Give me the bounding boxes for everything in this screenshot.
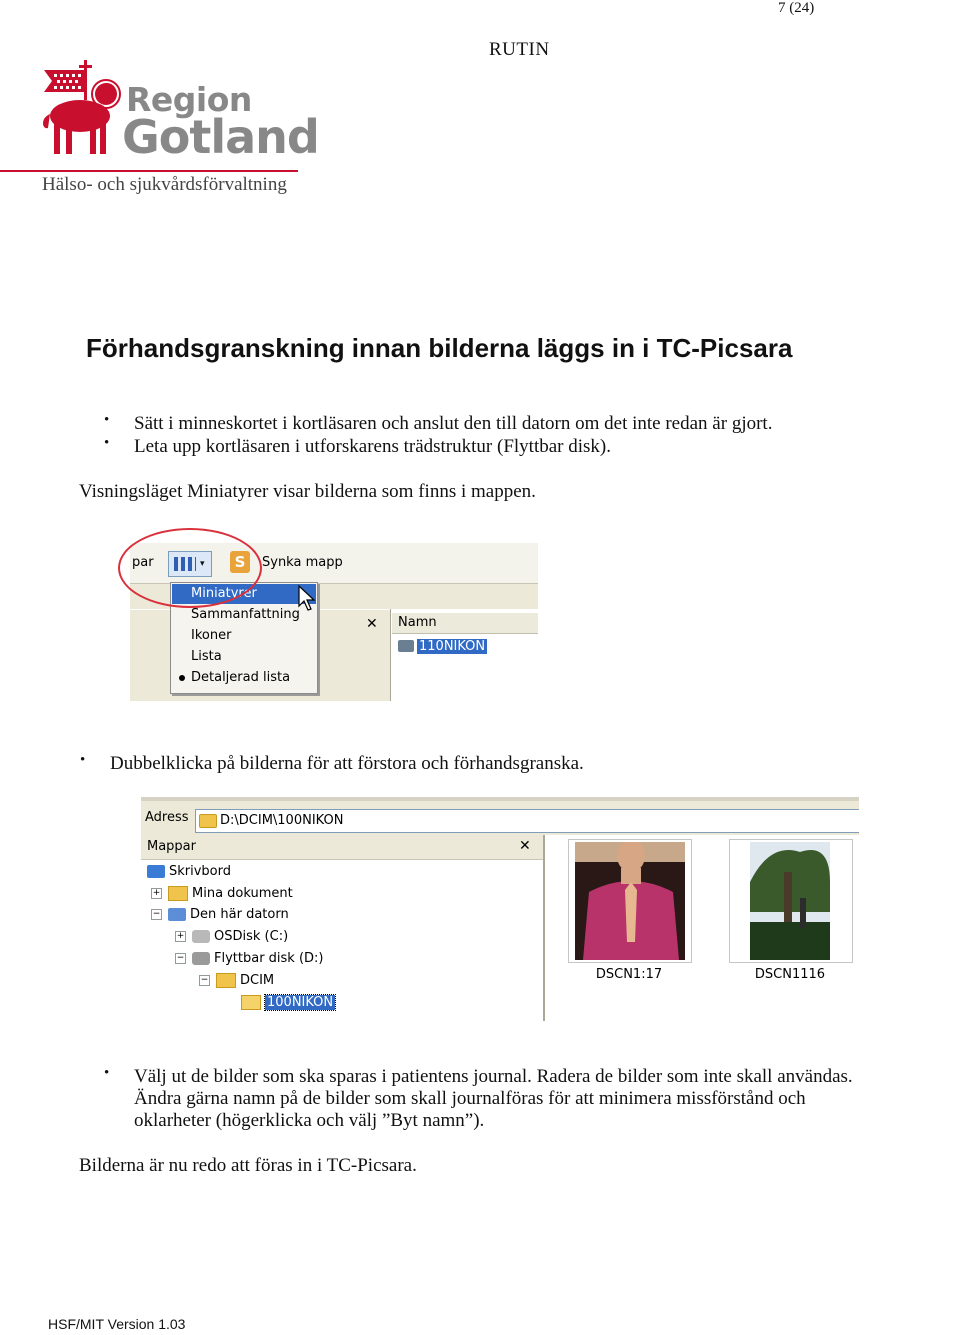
bullet-marker: • — [80, 752, 86, 768]
open-folder-icon — [241, 995, 261, 1010]
tree-item-flyttbar-disk[interactable] — [175, 949, 324, 969]
address-bar — [141, 797, 859, 835]
folder-item[interactable] — [398, 637, 487, 655]
folders-label: Mappar — [147, 839, 196, 854]
thumbnail-caption: DSCN1116 — [754, 967, 826, 982]
sync-icon: S — [230, 551, 250, 573]
tree-item-osdisk[interactable] — [175, 927, 288, 947]
expand-icon[interactable]: + — [176, 931, 185, 941]
tree-item-label: 100NIKON — [267, 995, 334, 1010]
header-divider — [0, 170, 298, 172]
folder-icon — [199, 814, 217, 828]
tree-item-label: Mina dokument — [192, 886, 293, 901]
bullet-marker: • — [104, 1065, 110, 1081]
thumbnail-dscn1116[interactable] — [729, 839, 853, 963]
list-item: Sätt i minneskortet i kortläsaren och anslut den till datorn om det inte redan är gjort. — [134, 413, 773, 434]
menu-item-sammanfattning[interactable]: Sammanfattning — [191, 607, 300, 622]
column-header[interactable] — [392, 613, 538, 634]
folders-pane-header — [141, 835, 543, 860]
folders-pane — [141, 835, 545, 1021]
chevron-down-icon: ▾ — [200, 558, 205, 568]
desktop-icon — [147, 865, 165, 878]
list-item-line: Välj ut de bilder som ska sparas i patientens journal. Radera de bilder som inte skall användas. — [134, 1066, 853, 1087]
collapse-icon[interactable]: − — [152, 909, 161, 919]
tree-item-dcim[interactable] — [199, 971, 274, 991]
menu-item-lista[interactable]: Lista — [191, 649, 222, 664]
explorer-thumbnails-screenshot — [141, 797, 859, 1021]
tree-item-label: Den här datorn — [190, 907, 289, 922]
list-item: Leta upp kortläsaren i utforskarens trädstruktur (Flyttbar disk). — [134, 436, 611, 457]
photo-person-icon — [575, 842, 685, 960]
list-item-line: oklarheter (högerklicka och välj ”Byt namn”). — [134, 1110, 485, 1131]
document-type: RUTIN — [489, 39, 550, 60]
menu-item-ikoner[interactable]: Ikoner — [191, 628, 232, 643]
tree-item-label: Flyttbar disk (D:) — [214, 951, 324, 966]
paragraph: Bilderna är nu redo att föras in i TC-Picsara. — [79, 1155, 417, 1176]
tree-item-label: Skrivbord — [169, 864, 232, 879]
address-field[interactable] — [195, 809, 859, 833]
drive-icon — [192, 930, 210, 943]
tree-item-label: DCIM — [240, 973, 275, 988]
tree-item-skrivbord[interactable] — [147, 862, 231, 882]
collapse-icon[interactable]: − — [176, 953, 185, 963]
column-header-label: Namn — [398, 615, 437, 630]
thumbnail-dscn1117[interactable] — [568, 839, 692, 963]
logo-text-gotland: Gotland — [122, 110, 319, 164]
list-item-line: Ändra gärna namn på de bilder som skall journalföras för att minimera missförstånd och — [134, 1088, 806, 1109]
toolbar-text: par — [132, 555, 154, 570]
tree-item-den-har-datorn[interactable] — [151, 905, 289, 925]
expand-icon[interactable]: + — [152, 888, 161, 898]
close-icon[interactable]: ✕ — [519, 838, 531, 854]
computer-icon — [168, 908, 186, 921]
page-number: 7 (24) — [778, 0, 815, 16]
photo-tree-icon — [750, 842, 830, 960]
menu-item-miniatyrer[interactable]: Miniatyrer — [191, 586, 257, 601]
tree-item-100nikon[interactable] — [241, 993, 335, 1013]
removable-drive-icon — [192, 952, 210, 965]
collapse-icon[interactable]: − — [200, 975, 209, 985]
tree-item-mina-dokument[interactable] — [151, 884, 293, 904]
close-icon[interactable]: ✕ — [366, 616, 378, 632]
footer-version: HSF/MIT Version 1.03 — [48, 1316, 186, 1332]
sync-button[interactable]: Synka mapp — [262, 555, 343, 570]
folder-icon — [398, 640, 414, 652]
thumbnail-caption: DSCN1:17 — [595, 967, 663, 982]
bullet-marker: • — [104, 412, 110, 428]
address-value: D:\DCIM\100NIKON — [220, 813, 344, 828]
tree-item-label: OSDisk (C:) — [214, 929, 289, 944]
mouse-cursor-icon — [298, 585, 316, 613]
paragraph: Visningsläget Miniatyrer visar bilderna som finns i mappen. — [79, 481, 536, 502]
department-name: Hälso- och sjukvårdsförvaltning — [42, 174, 287, 195]
folder-icon — [168, 886, 188, 901]
folder-icon — [216, 973, 236, 988]
menu-item-detaljerad-lista[interactable]: Detaljerad lista — [191, 670, 291, 685]
folder-item-label: 110NIKON — [419, 638, 486, 654]
annotation-circle — [118, 528, 262, 608]
page-title: Förhandsgranskning innan bilderna läggs in i TC-Picsara — [86, 333, 793, 363]
list-item: Dubbelklicka på bilderna för att förstora och förhandsgranska. — [110, 753, 584, 774]
logo-text-region: Region — [126, 80, 252, 119]
bullet-marker: • — [104, 435, 110, 451]
address-label: Adress — [145, 810, 189, 825]
region-gotland-lamb-logo-icon — [40, 58, 124, 158]
radio-dot-icon — [179, 675, 185, 681]
